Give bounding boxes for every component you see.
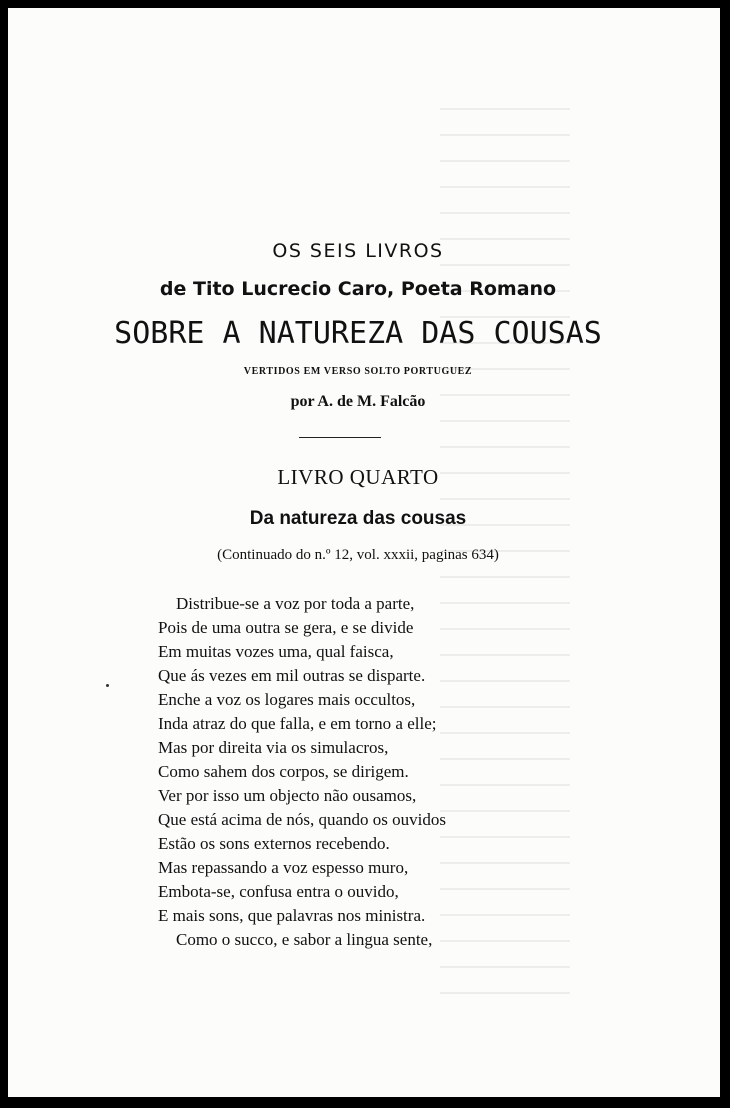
author-line: de Tito Lucrecio Caro, Poeta Romano xyxy=(159,278,557,300)
book-subtitle: Da natureza das cousas xyxy=(249,508,467,529)
poem-line: Enche a voz os logares mais occultos, xyxy=(158,690,416,709)
poem-line: E mais sons, que palavras nos ministra. xyxy=(158,906,426,925)
poem-line: Como sahem dos corpos, se dirigem. xyxy=(158,762,409,781)
poem-line: Como o succo, e sabor a lingua sente, xyxy=(176,930,433,949)
poem-line: Ver por isso um objecto não ousamos, xyxy=(158,786,417,805)
poem-line: Inda atraz do que falla, e em torno a elle; xyxy=(158,714,437,733)
translator-line: por A. de M. Falcão xyxy=(290,393,426,410)
series-title: OS SEIS LIVROS xyxy=(272,240,444,262)
poem-line: Pois de uma outra se gera, e se divide xyxy=(158,618,414,637)
poem-line: Mas por direita via os simulacros, xyxy=(158,738,389,757)
translation-note: VERTIDOS EM VERSO SOLTO PORTUGUEZ xyxy=(243,366,473,377)
work-title: SOBRE A NATUREZA DAS COUSAS xyxy=(114,316,602,351)
poem-line: Mas repassando a voz espesso muro, xyxy=(158,858,409,877)
poem-line: Que está acima de nós, quando os ouvidos xyxy=(158,810,446,829)
ink-speck xyxy=(106,684,109,687)
poem-line: Estão os sons externos recebendo. xyxy=(158,834,390,853)
poem-line: Que ás vezes em mil outras se disparte. xyxy=(158,666,426,685)
continuation-note: (Continuado do n.º 12, vol. xxxii, paginas 634) xyxy=(217,547,499,563)
book-heading: LIVRO QUARTO xyxy=(277,465,439,489)
poem-line: Distribue-se a voz por toda a parte, xyxy=(176,594,415,613)
book-page xyxy=(8,8,720,1097)
poem-line: Em muitas vozes uma, qual faisca, xyxy=(158,642,394,661)
poem-body xyxy=(158,592,578,952)
poem-line: Embota-se, confusa entra o ouvido, xyxy=(158,882,399,901)
divider-rule xyxy=(299,437,381,438)
